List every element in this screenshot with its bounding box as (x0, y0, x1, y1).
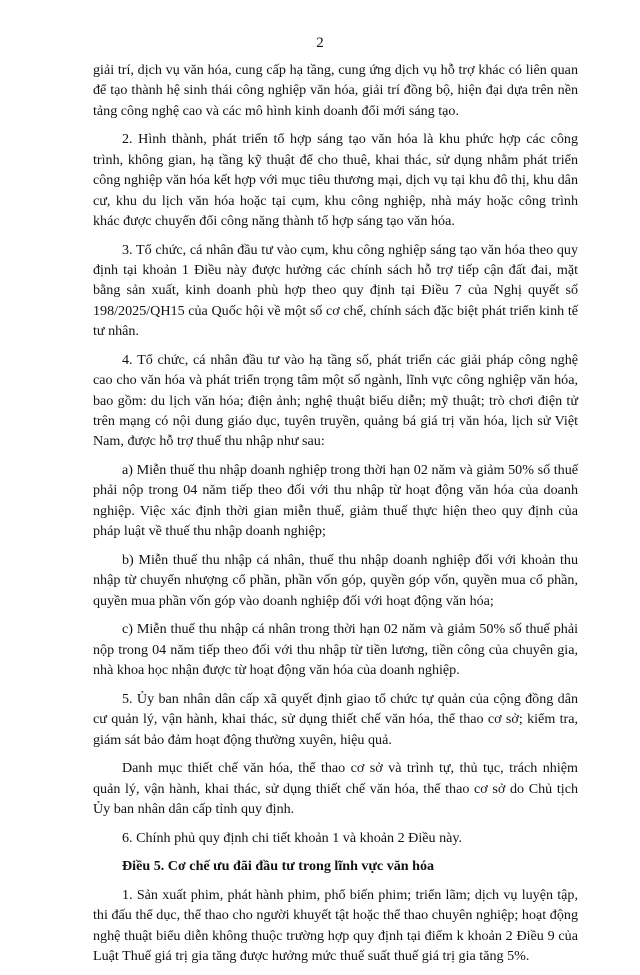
paragraph-point-a: a) Miễn thuế thu nhập doanh nghiệp trong thời hạn 02 năm và giảm 50% số thuế phải nộp trong 04 năm tiếp theo đối với thu nhập từ hoạt động văn hóa của doanh nghiệp. Việc xác định thời gian miễn thuế, giảm thuế thực hiện theo quy định của pháp luật về thuế thu nhập doanh nghiệp; (93, 462, 578, 540)
paragraph-clause-3: 3. Tổ chức, cá nhân đầu tư vào cụm, khu công nghiệp sáng tạo văn hóa theo quy định tại khoản 1 Điều này được hưởng các chính sách hỗ trợ tiếp cận đất đai, mặt bằng sản xuất, kinh doanh phù hợp theo quy định tại Điều 7 của Nghị quyết số 198/2025/QH15 của Quốc hội về một số cơ chế, chính sách đặc biệt phát triển kinh tế tư nhân. (93, 241, 578, 340)
paragraph-clause-5-list: Danh mục thiết chế văn hóa, thể thao cơ sở và trình tự, thủ tục, trách nhiệm quản lý, vận hành, khai thác, sử dụng thiết chế văn hóa, thể thao cơ sở do Chủ tịch Ủy ban nhân dân cấp tỉnh quy định. (93, 760, 578, 817)
document-body (93, 60, 578, 975)
paragraph-clause-6: 6. Chính phủ quy định chi tiết khoản 1 và khoản 2 Điều này. (122, 829, 463, 846)
paragraph-point-b: b) Miễn thuế thu nhập cá nhân, thuế thu nhập doanh nghiệp đối với khoản thu nhập từ chuyển nhượng cổ phần, phần vốn góp, quyền góp vốn, quyền mua cổ phần, quyền mua phần vốn góp vào doanh nghiệp đối với hoạt động văn hóa; (93, 551, 578, 609)
paragraph-clause-4: 4. Tổ chức, cá nhân đầu tư vào hạ tầng số, phát triển các giải pháp công nghệ cao cho văn hóa và phát triển trọng tâm một số ngành, lĩnh vực công nghiệp văn hóa, bao gồm: du lịch văn hóa; điện ảnh; nghệ thuật biểu diễn; mỹ thuật; trò chơi điện tử trên mạng có nội dung giáo dục, tuyên truyền, quảng bá giá trị văn hóa, lịch sử Việt Nam, được hỗ trợ thuế thu nhập như sau: (93, 351, 578, 450)
paragraph-clause-5: 5. Ủy ban nhân dân cấp xã quyết định giao tổ chức tự quản của cộng đồng dân cư quản lý, vận hành, khai thác, sử dụng thiết chế văn hóa, thể thao cơ sở; kiểm tra, giám sát bảo đảm hoạt động thường xuyên, hiệu quả. (93, 690, 578, 748)
article-heading: Điều 5. Cơ chế ưu đãi đầu tư trong lĩnh vực văn hóa (122, 858, 435, 875)
paragraph-clause-2: 2. Hình thành, phát triển tổ hợp sáng tạo văn hóa là khu phức hợp các công trình, không gian, hạ tầng kỹ thuật để cho thuê, khai thác, sử dụng nhằm phát triển công nghiệp văn hóa kết hợp với mục tiêu thương mại, dịch vụ tại khu đô thị, khu dân cư, khu du lịch văn hóa hoặc tại cụm, khu công nghiệp, nhà máy hoặc công trình khác được chuyển đổi công năng thành tổ hợp sáng tạo văn hóa. (93, 131, 578, 230)
page-number: 2 (316, 35, 324, 51)
paragraph-article-5-clause-1: 1. Sản xuất phim, phát hành phim, phổ biến phim; triển lãm; dịch vụ luyện tập, thi đấu thể dục, thể thao cho người khuyết tật hoặc thể thao chuyên nghiệp; hoạt động nghệ thuật biểu diễn không thuộc trường hợp quy định tại điểm k khoản 2 Điều 9 của Luật Thuế giá trị gia tăng được hưởng mức thuế suất thuế giá trị gia tăng 5%. (93, 886, 578, 964)
paragraph-point-c: c) Miễn thuế thu nhập cá nhân trong thời hạn 02 năm và giảm 50% số thuế phải nộp trong 04 năm tiếp theo đối với thu nhập từ tiền lương, tiền công của chuyên gia, nhà khoa học nhận được từ hoạt động văn hóa của doanh nghiệp. (93, 621, 578, 679)
paragraph-continuation: giải trí, dịch vụ văn hóa, cung cấp hạ tầng, cung ứng dịch vụ hỗ trợ khác có liên quan để tạo thành hệ sinh thái công nghiệp văn hóa, giải trí đồng bộ, hiện đại dựa trên nền tảng công nghệ cao và các mô hình kinh doanh đổi mới sáng tạo. (93, 62, 578, 119)
